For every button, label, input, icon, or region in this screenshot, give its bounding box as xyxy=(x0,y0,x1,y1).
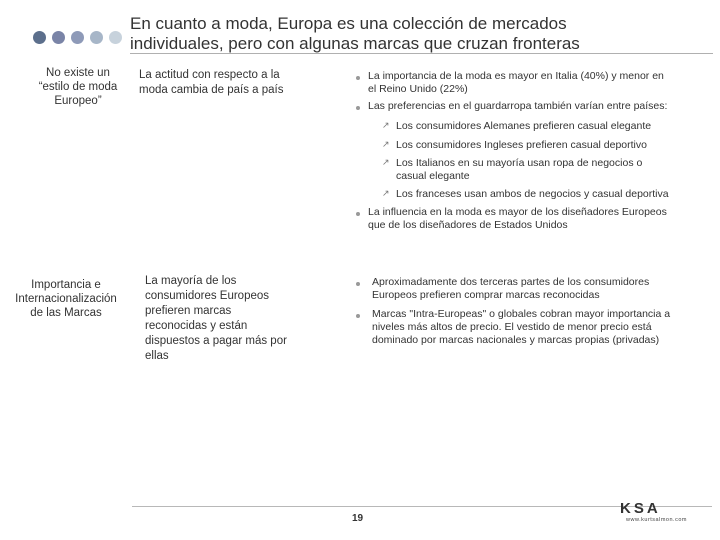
bullet-line: Marcas "Intra-Europeas" o globales cobran mayor importancia a xyxy=(372,308,671,320)
section1-label xyxy=(30,66,126,108)
bullet-line: La influencia en la moda es mayor de los diseñadores Europeos xyxy=(368,206,667,218)
title-line-2: individuales, pero con algunas marcas que cruzan fronteras xyxy=(130,34,580,53)
section1-summary-line: La actitud con respecto a la xyxy=(139,69,280,81)
section2-summary-line: dispuestos a pagar más por xyxy=(145,335,287,347)
bullet-icon xyxy=(356,106,360,110)
section1-subbullet xyxy=(396,157,711,183)
dot-2 xyxy=(52,31,65,44)
ksa-logo: KSA xyxy=(620,500,661,517)
subbullet-line: casual elegante xyxy=(396,170,470,182)
section1-summary-line: moda cambia de país a país xyxy=(139,84,284,96)
section2-summary-line: prefieren marcas xyxy=(145,305,232,317)
section1-label-line: “estilo de moda xyxy=(38,81,118,93)
logo-url: www.kurtsalmon.com xyxy=(626,517,687,523)
subbullet-line: Los consumidores Ingleses prefieren casual deportivo xyxy=(396,139,647,151)
section1-subbullet xyxy=(396,188,711,201)
subbullet-line: Los consumidores Alemanes prefieren casual elegante xyxy=(396,120,652,132)
bullet-line: dominado por marcas nacionales y marcas propias (privadas) xyxy=(372,334,660,346)
dot-1 xyxy=(33,31,46,44)
bullet-line: La importancia de la moda es mayor en Italia (40%) y menor en xyxy=(368,70,664,82)
title-divider xyxy=(130,53,713,54)
arrow-bullet-icon: ↗ xyxy=(382,139,390,149)
arrow-bullet-icon: ↗ xyxy=(382,157,390,167)
section1-bullet xyxy=(368,100,713,113)
section1-bullet xyxy=(368,70,713,96)
section2-label-line: Importancia e xyxy=(31,279,101,291)
section2-bullet xyxy=(372,276,712,302)
section2-bullet xyxy=(372,308,712,347)
subbullet-line: Los franceses usan ambos de negocios y casual deportiva xyxy=(396,188,669,200)
subbullet-line: Los Italianos en su mayoría usan ropa de negocios o xyxy=(396,157,643,169)
bullet-line: niveles más altos de precio. El vestido de menor precio está xyxy=(372,321,652,333)
page-number: 19 xyxy=(352,513,364,524)
section1-label-line: Europeo” xyxy=(54,95,102,107)
section1-summary xyxy=(139,68,329,98)
arrow-bullet-icon: ↗ xyxy=(382,120,390,130)
bullet-line: Europeos prefieren comprar marcas reconocidas xyxy=(372,289,600,301)
section2-label-line: de las Marcas xyxy=(30,307,102,319)
bullet-line: Las preferencias en el guardarropa también varían entre países: xyxy=(368,100,668,112)
section2-label-line: Internacionalización xyxy=(15,293,117,305)
arrow-bullet-icon: ↗ xyxy=(382,188,390,198)
section1-subbullet xyxy=(396,139,711,152)
bullet-icon xyxy=(356,212,360,216)
bullet-line: Aproximadamente dos terceras partes de los consumidores xyxy=(372,276,650,288)
decorative-dots xyxy=(33,31,129,45)
page-title xyxy=(130,14,710,54)
bullet-icon xyxy=(356,314,360,318)
section2-summary-line: La mayoría de los xyxy=(145,275,237,287)
section2-summary-line: reconocidas y están xyxy=(145,320,248,332)
section1-label-line: No existe un xyxy=(46,67,110,79)
section1-bullet xyxy=(368,206,713,232)
bullet-icon xyxy=(356,282,360,286)
section2-summary-line: ellas xyxy=(145,350,169,362)
section2-summary xyxy=(145,274,345,364)
bullet-line: el Reino Unido (22%) xyxy=(368,83,468,95)
section2-label xyxy=(4,278,128,320)
bullet-line: que de los diseñadores de Estados Unidos xyxy=(368,219,568,231)
dot-3 xyxy=(71,31,84,44)
bullet-icon xyxy=(356,76,360,80)
title-line-1: En cuanto a moda, Europa es una colección de mercados xyxy=(130,14,567,33)
dot-5 xyxy=(109,31,122,44)
dot-4 xyxy=(90,31,103,44)
section2-summary-line: consumidores Europeos xyxy=(145,290,270,302)
section1-subbullet xyxy=(396,120,711,133)
